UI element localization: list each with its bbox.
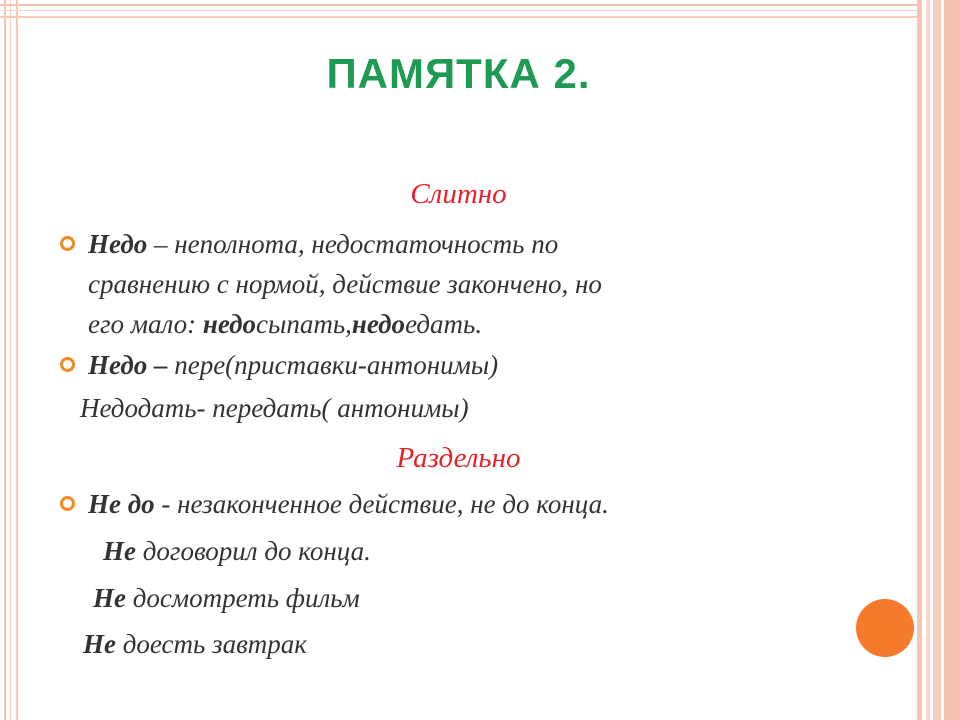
item1-line3-mid: сыпать, [256,309,352,339]
decorative-circle-icon [856,599,914,657]
right-stripe [933,0,941,720]
item2-line1 [88,347,498,383]
example-rest: доесть завтрак [116,629,307,659]
item1-line3-pre: его мало: [88,309,203,339]
top-border-line [0,10,917,11]
top-border-line [0,16,917,18]
item3-bold: Не до [88,489,155,519]
bullet-icon [60,496,75,511]
item2-line2: Недодать- передать( антонимы) [80,393,469,423]
item2-rest: пере(приставки-антонимы) [167,350,499,380]
item1-rest: – неполнота, недостаточность по [147,229,559,259]
heading-separate: Раздельно [396,442,521,474]
item1-line2: сравнению с нормой, действие закончено, но [88,269,602,299]
example-rest: договорил до конца. [136,536,371,566]
example-bold: Не [93,583,126,613]
example-bold: Не [83,629,116,659]
slide-title: ПАМЯТКА 2. [326,50,591,97]
item1-line3-end: едать. [405,309,483,339]
item1-bold: Недо [88,229,148,259]
top-border-line [0,4,917,6]
right-stripe [917,0,922,720]
right-stripe [926,0,930,720]
example-line [103,533,371,569]
heading-together: Слитно [410,178,507,210]
item2-bold: Недо – [88,350,168,380]
item3-rest: - незаконченное действие, не до конца. [154,489,609,519]
example-line [93,580,360,616]
left-border-line [10,0,11,720]
bullet-icon [60,236,75,251]
item1-line1 [88,226,558,262]
left-border-line [16,0,18,720]
right-stripe [944,0,960,720]
item1-line3-bold1: недо [202,309,257,339]
bullet-icon [60,357,75,372]
item1-line3-bold2: недо [351,309,406,339]
example-rest: досмотреть фильм [126,583,360,613]
left-border-line [4,0,6,720]
item1-line3 [88,306,482,342]
item3-line1 [88,486,609,522]
example-bold: Не [103,536,136,566]
example-line [83,626,307,662]
